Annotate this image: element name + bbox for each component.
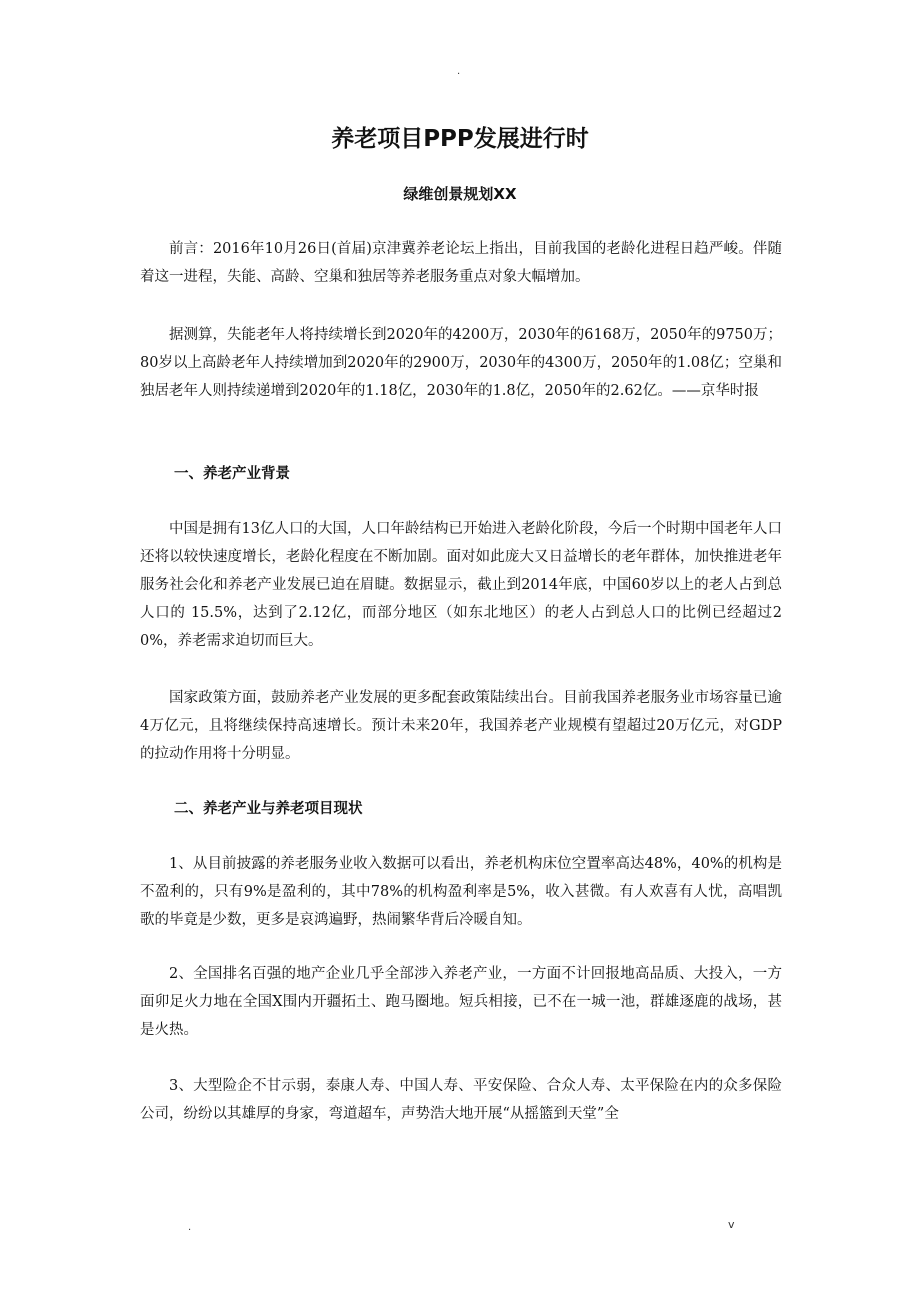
section1-paragraph-2: 国家政策方面，鼓励养老产业发展的更多配套政策陆续出台。目前我国养老服务业市场容量已逾4万亿元，且将继续保持高速增长。预计未来20年，我国养老产业规模有望超过20万亿元，对GDP的拉动作用将十分明显。 (140, 690, 782, 762)
estimate-paragraph: 据测算，失能老年人将持续增长到2020年的4200万，2030年的6168万，2050年的9750万；80岁以上高龄老年人持续增加到2020年的2900万，2030年的4300万，2050年的1.08亿；空巢和独居老年人则持续递增到2020年的1.18亿，2030年的1.8亿，2050年的2.62亿。——京华时报 (140, 327, 782, 399)
footer-left-dot: . (188, 1222, 192, 1233)
section1-paragraph-1: 中国是拥有13亿人口的大国，人口年龄结构已开始进入老龄化阶段，今后一个时期中国老年人口还将以较快速度增长，老龄化程度在不断加剧。面对如此庞大又日益增长的老年群体，加快推进老年服务社会化和养老产业发展已迫在眉睫。数据显示，截止到2014年底，中国60岁以上的老人占到总人口的 15.5%，达到了2.12亿，而部分地区（如东北地区）的老人占到总人口的比例已经超过20%，养老需求迫切而巨大。 (140, 521, 782, 649)
footer-right-mark: v (728, 1218, 735, 1231)
document-author: 绿维创景规划XX (403, 185, 517, 203)
section-heading-1: 一、养老产业背景 (174, 466, 290, 482)
header-dot: . (457, 66, 461, 77)
section2-paragraph-2: 2、全国排名百强的地产企业几乎全部涉入养老产业，一方面不计回报地高品质、大投入，一方面卯足火力地在全国X围内开疆拓土、跑马圈地。短兵相接，已不在一城一池，群雄逐鹿的战场，甚是火热。 (140, 966, 782, 1038)
section2-paragraph-1: 1、从目前披露的养老服务业收入数据可以看出，养老机构床位空置率高达48%，40%的机构是不盈利的，只有9%是盈利的，其中78%的机构盈利率是5%，收入甚微。有人欢喜有人忧，高唱凯歌的毕竟是少数，更多是哀鸿遍野，热闹繁华背后冷暖自知。 (140, 856, 782, 928)
preface-paragraph: 前言：2016年10月26日(首届)京津冀养老论坛上指出，目前我国的老龄化进程日趋严峻。伴随着这一进程，失能、高龄、空巢和独居等养老服务重点对象大幅增加。 (140, 241, 782, 285)
section-heading-2: 二、养老产业与养老项目现状 (174, 801, 363, 817)
document-title: 养老项目PPP发展进行时 (331, 126, 589, 152)
section2-paragraph-3: 3、大型险企不甘示弱，泰康人寿、中国人寿、平安保险、合众人寿、太平保险在内的众多保险公司，纷纷以其雄厚的身家，弯道超车，声势浩大地开展“从摇篮到天堂”全 (140, 1078, 782, 1122)
